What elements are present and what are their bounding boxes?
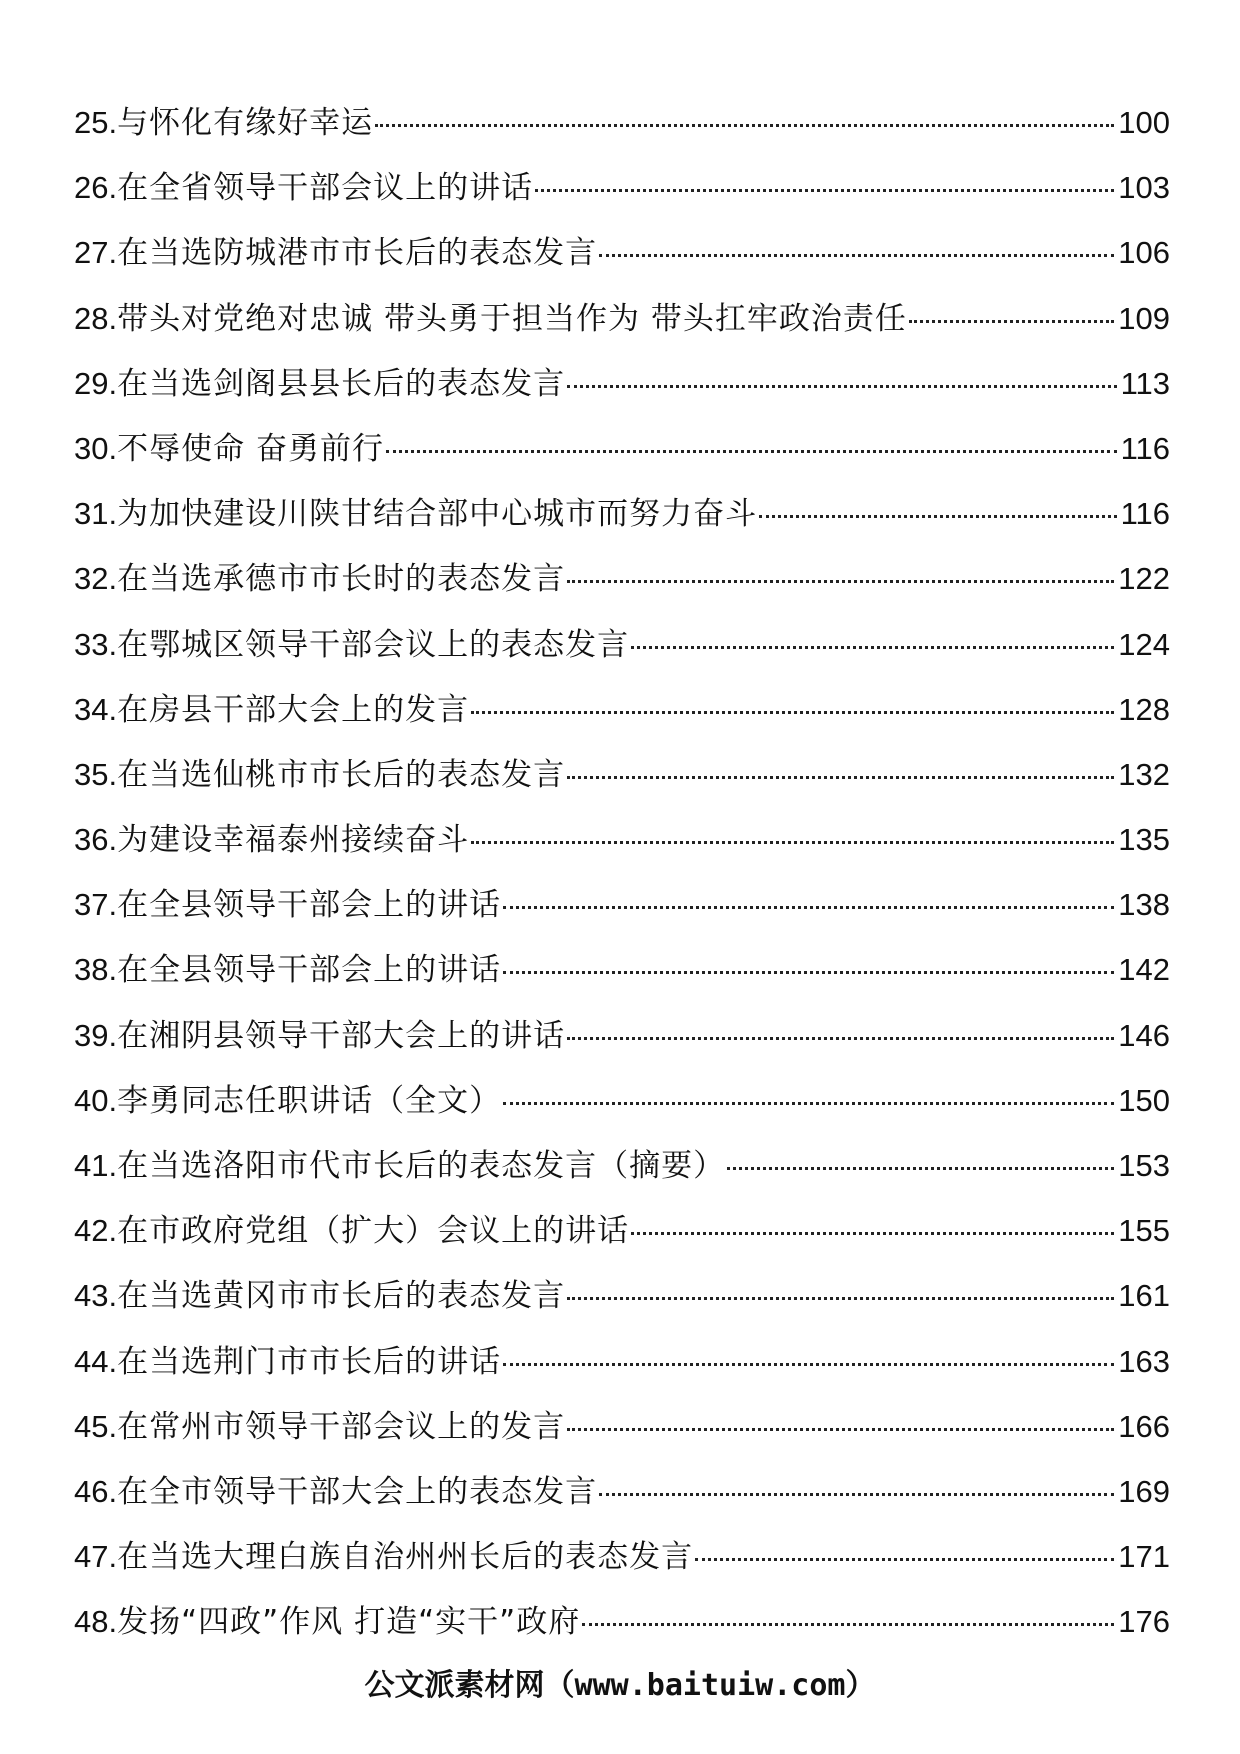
entry-number: 25.	[74, 105, 118, 140]
toc-entry[interactable]	[74, 1198, 1170, 1263]
entry-page-number: 109	[1118, 300, 1170, 336]
dot-leader	[582, 1623, 1114, 1626]
entry-page-number: 163	[1118, 1343, 1170, 1379]
entry-number: 29.	[74, 365, 118, 401]
entry-page-number: 146	[1118, 1017, 1170, 1053]
entry-title: 在市政府党组（扩大）会议上的讲话	[117, 1213, 630, 1250]
entry-page-number: 169	[1118, 1473, 1170, 1509]
toc-entry[interactable]	[74, 1524, 1170, 1589]
toc-entry[interactable]	[74, 1133, 1170, 1198]
toc-entry[interactable]	[74, 1329, 1170, 1394]
toc-entry[interactable]	[74, 1459, 1170, 1524]
entry-title: 在当选黄冈市市长后的表态发言	[117, 1278, 566, 1315]
entry-number: 26.	[74, 170, 118, 206]
entry-page-number: 122	[1118, 561, 1170, 597]
toc-entry[interactable]	[74, 807, 1170, 872]
entry-number: 28.	[74, 300, 118, 336]
dot-leader	[386, 450, 1117, 453]
toc-entry[interactable]	[74, 155, 1170, 220]
entry-title: 在鄂城区领导干部会议上的表态发言	[117, 626, 630, 663]
dot-leader	[631, 646, 1114, 649]
entry-page-number: 153	[1118, 1148, 1170, 1183]
entry-number: 38.	[74, 952, 118, 988]
entry-title: 在当选承德市市长时的表态发言	[117, 561, 566, 598]
entry-number: 41.	[74, 1148, 118, 1183]
entry-title: 在全省领导干部会议上的讲话	[117, 170, 534, 207]
toc-entry[interactable]	[74, 481, 1170, 546]
entry-page-number: 124	[1118, 626, 1170, 662]
entry-title: 在当选荆门市市长后的讲话	[117, 1343, 502, 1380]
toc-entry[interactable]	[74, 677, 1170, 742]
entry-title: 在湘阴县领导干部大会上的讲话	[117, 1017, 566, 1054]
entry-title: 在全县领导干部会上的讲话	[117, 887, 502, 924]
dot-leader	[567, 776, 1114, 779]
entry-page-number: 106	[1118, 235, 1170, 271]
entry-title: 在当选防城港市市长后的表态发言	[117, 235, 598, 272]
entry-number: 32.	[74, 561, 118, 597]
toc-entry[interactable]	[74, 90, 1170, 155]
dot-leader	[759, 515, 1116, 518]
entry-page-number: 171	[1118, 1539, 1170, 1575]
dot-leader	[567, 1428, 1114, 1431]
entry-title: 在当选洛阳市代市长后的表态发言（摘要）	[117, 1148, 726, 1184]
toc-entry[interactable]	[74, 742, 1170, 807]
entry-page-number: 150	[1118, 1082, 1170, 1118]
entry-title: 发扬“四政”作风 打造“实干”政府	[117, 1604, 581, 1641]
toc-entry[interactable]	[74, 1394, 1170, 1459]
entry-title: 在当选大理白族自治州州长后的表态发言	[117, 1539, 694, 1576]
toc-entry[interactable]	[74, 1263, 1170, 1328]
footer-site-name: 公文派素材网	[364, 1668, 545, 1703]
entry-number: 37.	[74, 887, 118, 923]
dot-leader	[503, 1363, 1114, 1366]
dot-leader	[727, 1167, 1114, 1170]
toc-entry[interactable]	[74, 546, 1170, 611]
entry-number: 47.	[74, 1539, 118, 1575]
entry-page-number: 128	[1118, 691, 1170, 727]
entry-number: 35.	[74, 756, 118, 792]
toc-entry[interactable]	[74, 416, 1170, 481]
entry-page-number: 116	[1120, 430, 1170, 466]
entry-number: 30.	[74, 430, 118, 466]
toc-entry[interactable]	[74, 612, 1170, 677]
page-footer	[0, 1660, 1240, 1704]
dot-leader	[503, 906, 1114, 909]
entry-page-number: 142	[1118, 952, 1170, 988]
dot-leader	[567, 385, 1116, 388]
entry-number: 44.	[74, 1343, 118, 1379]
dot-leader	[631, 1232, 1114, 1235]
dot-leader	[471, 841, 1114, 844]
entry-page-number: 176	[1118, 1604, 1170, 1640]
entry-number: 40.	[74, 1082, 118, 1118]
entry-title: 在常州市领导干部会议上的发言	[117, 1408, 566, 1445]
toc-entry[interactable]	[74, 1068, 1170, 1133]
entry-title: 不辱使命 奋勇前行	[117, 430, 384, 467]
dot-leader	[503, 971, 1114, 974]
entry-page-number: 116	[1120, 496, 1170, 532]
entry-number: 36.	[74, 822, 118, 858]
toc-entry[interactable]	[74, 220, 1170, 285]
dot-leader	[695, 1558, 1114, 1561]
entry-title: 为加快建设川陕甘结合部中心城市而努力奋斗	[117, 496, 758, 533]
entry-page-number: 135	[1118, 822, 1170, 858]
dot-leader	[909, 320, 1114, 323]
entry-page-number: 132	[1118, 756, 1170, 792]
dot-leader	[471, 711, 1114, 714]
entry-title: 在房县干部大会上的发言	[117, 691, 470, 728]
entry-number: 45.	[74, 1408, 118, 1444]
entry-page-number: 138	[1118, 887, 1170, 923]
toc-entry[interactable]	[74, 286, 1170, 351]
toc-entry[interactable]	[74, 1003, 1170, 1068]
dot-leader	[503, 1102, 1114, 1105]
dot-leader	[375, 124, 1114, 127]
toc-entry[interactable]	[74, 1589, 1170, 1654]
entry-page-number: 103	[1118, 170, 1170, 206]
entry-title: 与怀化有缘好幸运	[117, 105, 374, 141]
dot-leader	[535, 189, 1114, 192]
entry-number: 39.	[74, 1017, 118, 1053]
entry-page-number: 161	[1118, 1278, 1170, 1314]
dot-leader	[599, 1493, 1114, 1496]
entry-number: 46.	[74, 1473, 118, 1509]
footer-url[interactable]: （www.baituiw.com）	[544, 1668, 876, 1703]
entry-title: 在当选仙桃市市长后的表态发言	[117, 756, 566, 793]
entry-title: 为建设幸福泰州接续奋斗	[117, 822, 470, 859]
entry-page-number: 100	[1118, 105, 1170, 140]
entry-title: 李勇同志任职讲话（全文）	[117, 1082, 502, 1119]
toc-entry[interactable]	[74, 351, 1170, 416]
entry-number: 42.	[74, 1213, 118, 1249]
entry-number: 43.	[74, 1278, 118, 1314]
entry-title: 在全县领导干部会上的讲话	[117, 952, 502, 989]
dot-leader	[567, 1297, 1114, 1300]
entry-title: 在当选剑阁县县长后的表态发言	[117, 365, 566, 402]
dot-leader	[599, 254, 1114, 257]
entry-page-number: 155	[1118, 1213, 1170, 1249]
entry-title: 在全市领导干部大会上的表态发言	[117, 1473, 598, 1510]
entry-number: 27.	[74, 235, 118, 271]
entry-number: 33.	[74, 626, 118, 662]
entry-number: 48.	[74, 1604, 118, 1640]
entry-page-number: 166	[1118, 1408, 1170, 1444]
dot-leader	[567, 580, 1114, 583]
entry-page-number: 113	[1120, 365, 1170, 401]
entry-title: 带头对党绝对忠诚 带头勇于担当作为 带头扛牢政治责任	[117, 300, 907, 337]
dot-leader	[567, 1037, 1114, 1040]
table-of-contents	[74, 90, 1170, 1655]
toc-entry[interactable]	[74, 937, 1170, 1002]
entry-number: 31.	[74, 496, 118, 532]
entry-number: 34.	[74, 691, 118, 727]
toc-entry[interactable]	[74, 872, 1170, 937]
